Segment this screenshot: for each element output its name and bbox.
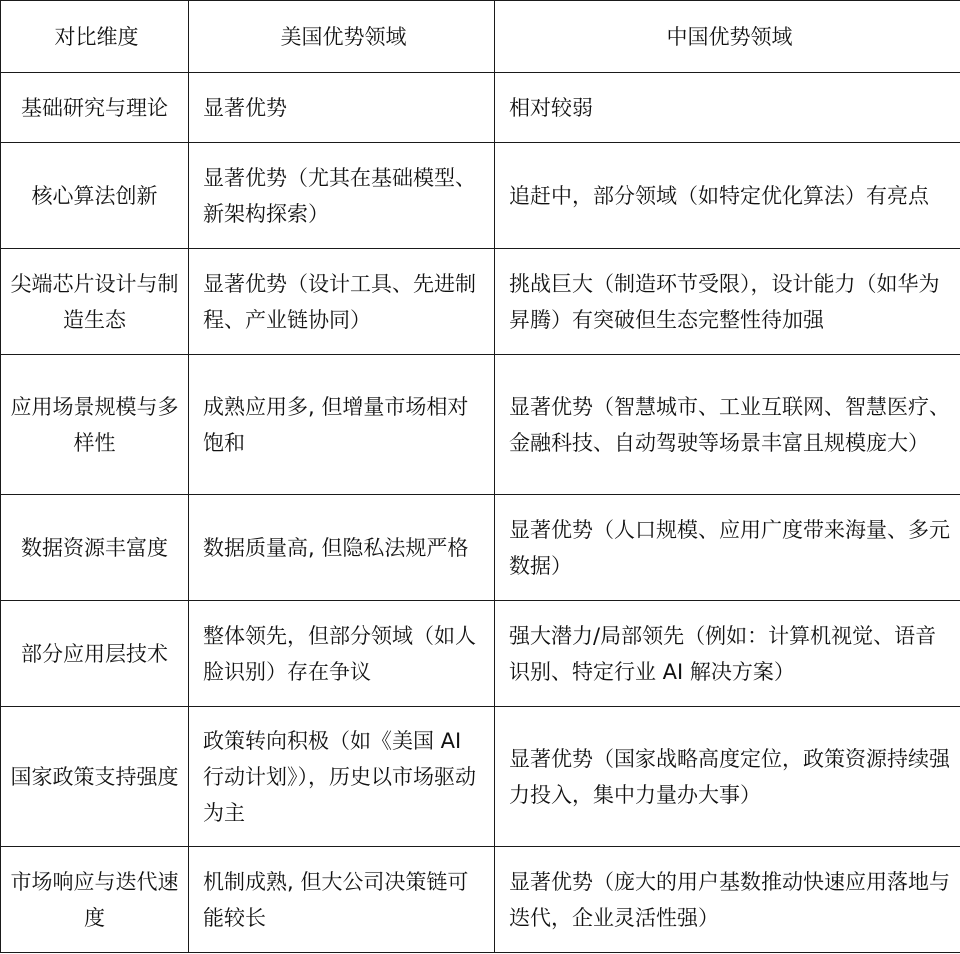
row-dimension: 国家政策支持强度 [1, 707, 189, 847]
table-row [1, 355, 960, 495]
row-us: 整体领先，但部分领域（如人脸识别）存在争议 [189, 601, 495, 707]
row-dimension: 基础研究与理论 [1, 73, 189, 143]
row-dimension: 部分应用层技术 [1, 601, 189, 707]
row-us: 机制成熟, 但大公司决策链可能较长 [189, 847, 495, 953]
row-us: 显著优势（设计工具、先进制程、产业链协同） [189, 249, 495, 355]
table-row [1, 601, 960, 707]
table-row [1, 249, 960, 355]
table-row [1, 847, 960, 953]
row-dimension: 核心算法创新 [1, 143, 189, 249]
row-cn: 显著优势（人口规模、应用广度带来海量、多元数据） [495, 495, 960, 601]
row-us: 数据质量高, 但隐私法规严格 [189, 495, 495, 601]
row-cn: 相对较弱 [495, 73, 960, 143]
row-cn: 挑战巨大（制造环节受限），设计能力（如华为昇腾）有突破但生态完整性待加强 [495, 249, 960, 355]
row-cn: 显著优势（庞大的用户基数推动快速应用落地与迭代，企业灵活性强） [495, 847, 960, 953]
table-row [1, 73, 960, 143]
header-cn: 中国优势领域 [495, 1, 960, 73]
row-us: 成熟应用多, 但增量市场相对饱和 [189, 355, 495, 495]
row-us: 显著优势（尤其在基础模型、新架构探索） [189, 143, 495, 249]
row-us: 显著优势 [189, 73, 495, 143]
table-row [1, 495, 960, 601]
row-dimension: 市场响应与迭代速度 [1, 847, 189, 953]
header-us: 美国优势领域 [189, 1, 495, 73]
table-row [1, 707, 960, 847]
row-us: 政策转向积极（如《美国 AI 行动计划》），历史以市场驱动为主 [189, 707, 495, 847]
row-dimension: 尖端芯片设计与制造生态 [1, 249, 189, 355]
row-cn: 强大潜力/局部领先（例如：计算机视觉、语音识别、特定行业 AI 解决方案） [495, 601, 960, 707]
row-dimension: 数据资源丰富度 [1, 495, 189, 601]
row-cn: 追赶中，部分领域（如特定优化算法）有亮点 [495, 143, 960, 249]
row-dimension: 应用场景规模与多样性 [1, 355, 189, 495]
row-cn: 显著优势（国家战略高度定位，政策资源持续强力投入，集中力量办大事） [495, 707, 960, 847]
table-row [1, 143, 960, 249]
header-dimension: 对比维度 [1, 1, 189, 73]
header-row [1, 1, 960, 73]
row-cn: 显著优势（智慧城市、工业互联网、智慧医疗、金融科技、自动驾驶等场景丰富且规模庞大） [495, 355, 960, 495]
